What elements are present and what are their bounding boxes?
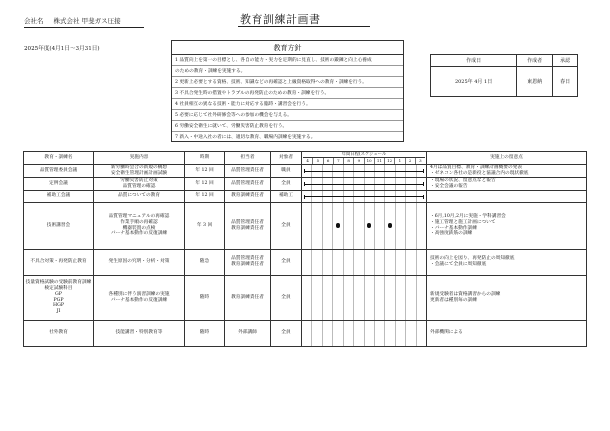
policy-item: 3 不具合発生時の措置やトラブルの再発防止のための教育・訓練を行う。 (172, 88, 403, 99)
cell-result: 外部機関による (427, 320, 587, 346)
cell-result (427, 190, 587, 202)
month-label: 1 (395, 158, 405, 164)
header-period: 時期 (185, 152, 225, 165)
month-header-row (303, 158, 425, 164)
month-label: 10 (365, 158, 375, 164)
cell-schedule (302, 202, 427, 249)
cell-owner: 品質管理責任者 (225, 177, 271, 190)
cell-owner: 品質管理責任者 教育訓練責任者 (225, 249, 271, 275)
cell-result: 新規受験者は資格講習からの訓練 更新者は種別毎の訓練 (427, 275, 587, 320)
cell-content: 品質管理マニュアルの再確認 作業手順の再確認 機器装置の点検 バーナ基本動作の反復訓練 (94, 202, 185, 249)
cell-name: 技術講習会 (24, 202, 94, 249)
month-label: 5 (313, 158, 323, 164)
month-label: 9 (354, 158, 364, 164)
cell-content: 技能講習・特別教育等 (94, 320, 185, 346)
cell-name: 不具合対策・再発防止教育 (24, 249, 94, 275)
month-label: 7 (334, 158, 344, 164)
cell-result: 技術の向上を図り、再発防止の周知徹底 ・会議にて全員に周知徹底 (427, 249, 587, 275)
company-header (24, 16, 131, 25)
schedule-grid (302, 250, 426, 275)
header-schedule (302, 152, 427, 165)
month-label: 2 (406, 158, 416, 164)
month-label: 12 (385, 158, 395, 164)
cell-target: 補助工 (271, 190, 302, 202)
cell-owner: 外部講師 (225, 320, 271, 346)
fiscal-period: 2025年度(4月1日～3月31日) (24, 46, 100, 52)
approval-created-date: 2025年 4月 1日 (431, 67, 517, 97)
cell-target: 全員 (271, 275, 302, 320)
header-name: 教育・訓練名 (24, 152, 94, 165)
cell-content: 新労働時会合の新規の構想 安全衛生管理計画計画試験 (94, 165, 185, 178)
schedule-grid (302, 321, 426, 346)
cell-schedule (302, 275, 427, 320)
cell-content: 労働災害防止対策 品質管理の確認 (94, 177, 185, 190)
policy-item: のための教育・訓練を実施する。 (172, 66, 403, 77)
cell-target: 職員 (271, 165, 302, 178)
cell-target: 全員 (271, 177, 302, 190)
company-label: 会社名 (24, 17, 44, 25)
cell-period: 年 12 回 (185, 190, 225, 202)
month-label: 8 (344, 158, 354, 164)
cell-schedule (302, 190, 427, 202)
approval-approver: 春日 (553, 67, 578, 97)
table-row (24, 275, 587, 320)
table-row (24, 190, 587, 202)
header-result: 実施上の留意点 (427, 152, 587, 165)
cell-name: 定例会議 (24, 177, 94, 190)
approval-header-approval: 承認 (553, 55, 578, 67)
training-plan-table (23, 151, 587, 347)
policy-item: 4 社員相互の異なる技術・能力に対応する臨時・講習会を行う。 (172, 99, 403, 110)
month-label: 6 (324, 158, 334, 164)
header-target: 対象者 (271, 152, 302, 165)
cell-period: 年 12 回 (185, 165, 225, 178)
company-name: 株式会社 甲斐ガス圧接 (53, 17, 121, 25)
cell-result: 4月は品質目標、教育・訓練計画概要の発表 ・ゼネコン各社の是新役と協議合内の現状徹底 (427, 165, 587, 178)
cell-name: 品質管理委員会議 (24, 165, 94, 178)
approval-header-author: 作成者 (517, 55, 553, 67)
month-label: 4 (303, 158, 313, 164)
cell-period: 年 3 回 (185, 202, 225, 249)
table-row (24, 320, 587, 346)
month-label: 3 (419, 158, 422, 163)
policy-box (171, 40, 404, 142)
cell-period: 随時 (185, 320, 225, 346)
table-row (24, 165, 587, 178)
schedule-grid (302, 203, 426, 249)
schedule-bar (304, 196, 424, 197)
cell-owner: 教育訓練責任者 (225, 190, 271, 202)
month-label: 11 (375, 158, 385, 164)
cell-schedule (302, 249, 427, 275)
cell-content: 品質についての教育 (94, 190, 185, 202)
cell-name: 補助工会議 (24, 190, 94, 202)
cell-target: 全員 (271, 202, 302, 249)
policy-item: 1 品質向上を第一の目標とし、各自の能力・実力を定期的に見直し、技術の鍛錬と向上心養成 (172, 55, 403, 66)
table-row (24, 177, 587, 190)
cell-schedule (302, 165, 427, 178)
cell-target: 全員 (271, 249, 302, 275)
cell-period: 随時 (185, 275, 225, 320)
policy-item: 2 更新上必要とする資格、技術、知識などの再確認と上級資格取得への教育・訓練を行う。 (172, 77, 403, 88)
cell-target: 全員 (271, 320, 302, 346)
cell-content: 各種別に伴う演習訓練の実施 バーナ基本動作の反復訓練 (94, 275, 185, 320)
cell-owner: 品質管理責任者 教育訓練責任者 (225, 202, 271, 249)
cell-name: 社外教育 (24, 320, 94, 346)
header-owner: 担当者 (225, 152, 271, 165)
company-underline (24, 27, 144, 28)
policy-item: 5 必要に応じて社外研修会等への参加の機会を与える。 (172, 110, 403, 121)
cell-owner: 品質管理責任者 (225, 165, 271, 178)
page-title: 教育訓練計画書 (240, 13, 321, 26)
schedule-title: 年間日程(スケジュール (303, 152, 425, 158)
policy-item: 7 新入・中途入社の者には、適切な教育、職場内訓練を実施する。 (175, 135, 316, 140)
cell-name: 技量資格試験の受験前教育訓練 検定試験科目 GP PGP HGP JI (24, 275, 94, 320)
policy-item: 6 労働安全衛生に就いて、労働災害防止教育を行う。 (172, 121, 403, 132)
schedule-grid (302, 276, 426, 320)
cell-owner: 教育訓練責任者 (225, 275, 271, 320)
title-underline (238, 26, 370, 27)
approval-author: 東恩納 (517, 67, 553, 97)
cell-content: 発生原因の究明・分析・対策 (94, 249, 185, 275)
header-content: 実施内容 (94, 152, 185, 165)
schedule-bar (304, 171, 424, 172)
approval-table (430, 54, 578, 97)
cell-result: ・6月,10月,2月に実施・学科講習会 ・施工管理と施工計画について ・バーナ基本動作訓練 ・高強度鉄筋の訓練 (427, 202, 587, 249)
cell-period: 随急 (185, 249, 225, 275)
cell-period: 年 12 回 (185, 177, 225, 190)
cell-result: ・現場の状況、留意点など報告 ・安全会議の報告 (427, 177, 587, 190)
approval-header-created-date: 作成日 (431, 55, 517, 67)
table-row (24, 202, 587, 249)
table-row (24, 249, 587, 275)
cell-schedule (302, 320, 427, 346)
schedule-bar (304, 184, 424, 185)
policy-title: 教育方針 (172, 41, 403, 55)
cell-schedule (302, 177, 427, 190)
schedule-dot (388, 223, 393, 228)
